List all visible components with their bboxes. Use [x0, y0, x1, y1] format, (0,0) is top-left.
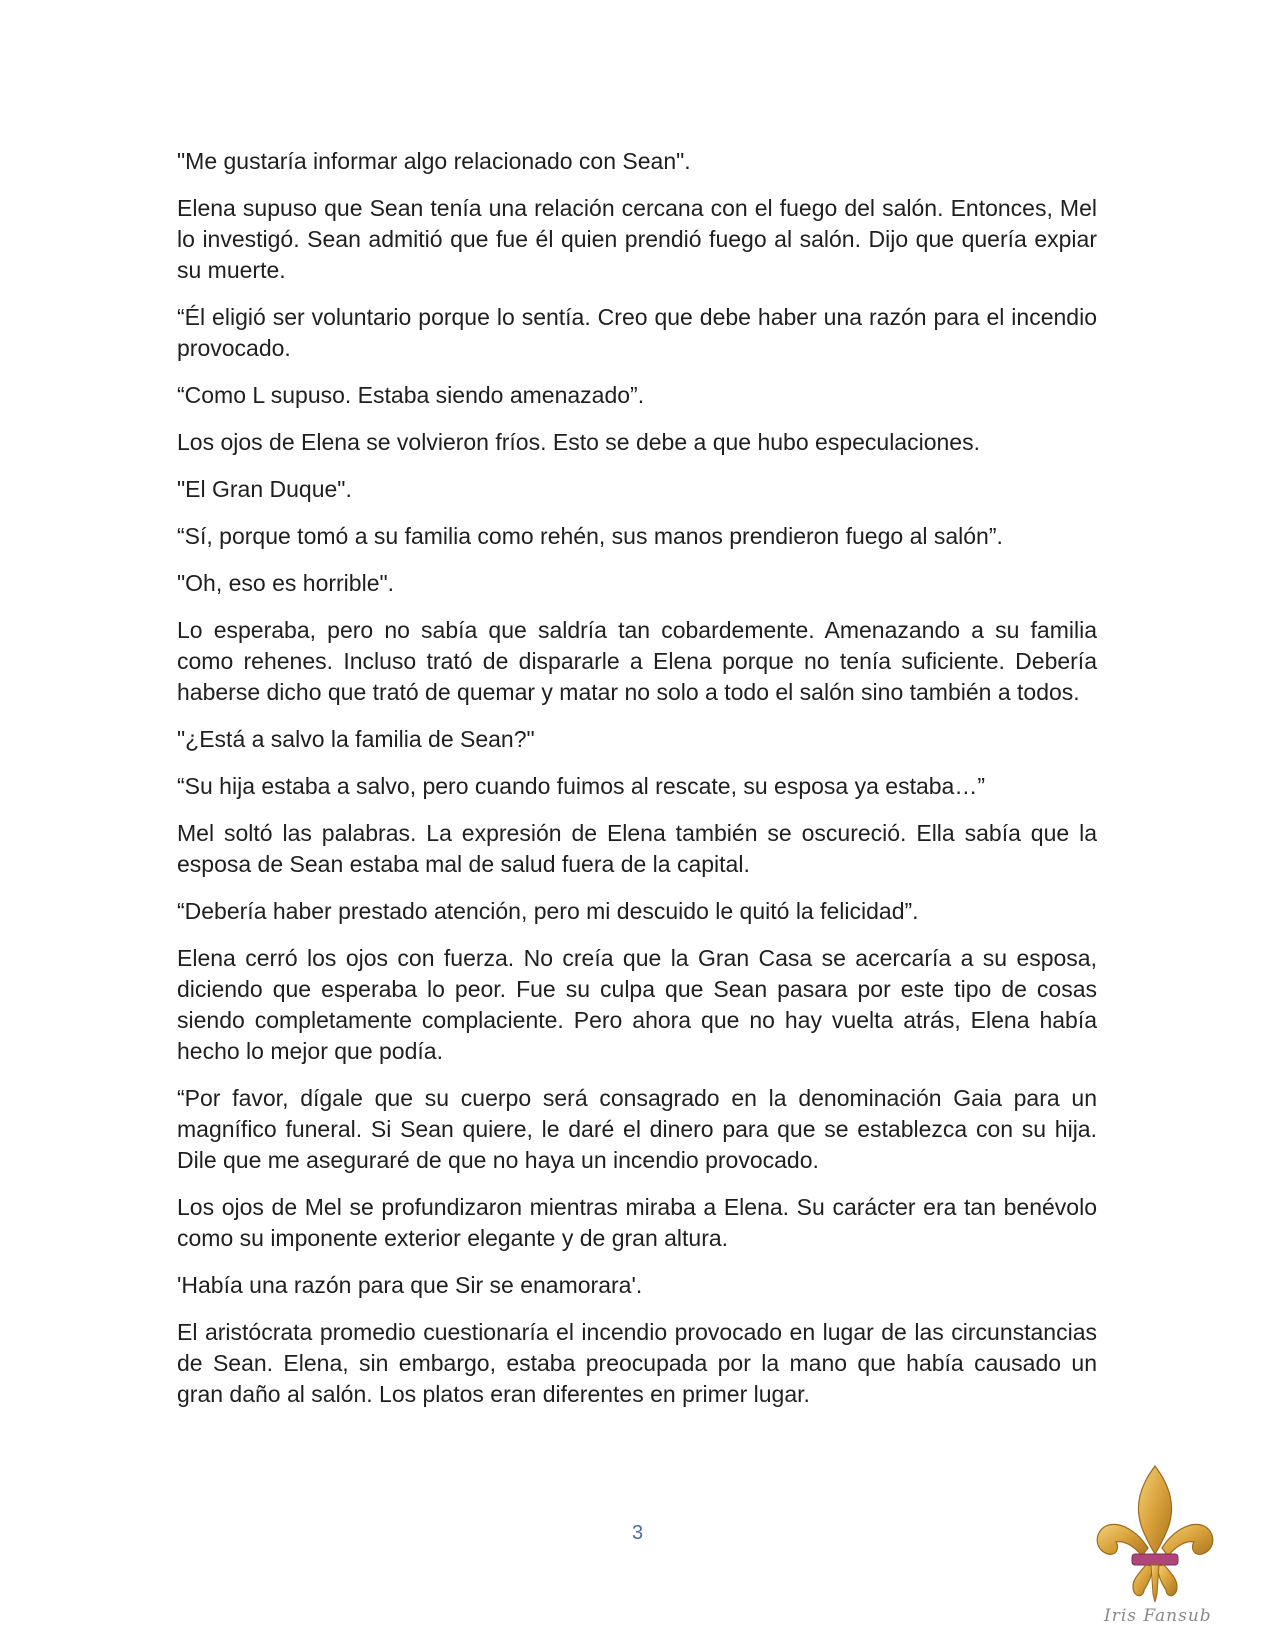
logo-signature: Iris Fansub [1104, 1606, 1212, 1626]
fleur-de-lis-icon [1090, 1462, 1220, 1612]
paragraph: “Sí, porque tomó a su familia como rehén, sus manos prendieron fuego al salón”. [177, 523, 1003, 549]
paragraph: “Él eligió ser voluntario porque lo sentía. Creo que debe haber una razón para el incendio provocado. [177, 304, 1097, 361]
paragraph: "¿Está a salvo la familia de Sean?" [177, 726, 535, 752]
paragraph: “Debería haber prestado atención, pero mi descuido le quitó la felicidad”. [177, 898, 919, 924]
paragraph: Elena supuso que Sean tenía una relación cercana con el fuego del salón. Entonces, Mel lo investigó. Sean admitió que fue él quien prendió fuego al salón. Dijo que quería expiar su muerte. [177, 195, 1097, 283]
paragraph: “Como L supuso. Estaba siendo amenazado”. [177, 382, 645, 408]
paragraph: "Oh, eso es horrible". [177, 570, 395, 596]
paragraph: Mel soltó las palabras. La expresión de Elena también se oscureció. Ella sabía que la esposa de Sean estaba mal de salud fuera de la capital. [177, 820, 1097, 877]
paragraph: Los ojos de Mel se profundizaron mientras miraba a Elena. Su carácter era tan benévolo como su imponente exterior elegante y de gran altura. [177, 1194, 1097, 1251]
paragraph: Lo esperaba, pero no sabía que saldría tan cobardemente. Amenazando a su familia como rehenes. Incluso trató de dispararle a Elena porque no tenía suficiente. Debería haberse dicho que trató de quemar y matar no solo a todo el salón sino también a todos. [177, 617, 1097, 705]
paragraph: El aristócrata promedio cuestionaría el incendio provocado en lugar de las circunstancias de Sean. Elena, sin embargo, estaba preocupada por la mano que había causado un gran daño al salón. Los platos eran diferentes en primer lugar. [177, 1319, 1097, 1407]
page-body [177, 146, 1097, 1426]
paragraph: “Por favor, dígale que su cuerpo será consagrado en la denominación Gaia para un magnífico funeral. Si Sean quiere, le daré el dinero para que se establezca con su hija. Dile que me aseguraré de que no haya un incendio provocado. [177, 1085, 1097, 1173]
paragraph: Los ojos de Elena se volvieron fríos. Esto se debe a que hubo especulaciones. [177, 429, 980, 455]
paragraph: 'Había una razón para que Sir se enamorara'. [177, 1272, 643, 1298]
page-number: 3 [631, 1522, 644, 1544]
paragraph: "Me gustaría informar algo relacionado con Sean". [177, 148, 691, 174]
paragraph: “Su hija estaba a salvo, pero cuando fuimos al rescate, su esposa ya estaba…” [177, 773, 986, 799]
paragraph: "El Gran Duque". [177, 476, 352, 502]
paragraph: Elena cerró los ojos con fuerza. No creía que la Gran Casa se acercaría a su esposa, diciendo que esperaba lo peor. Fue su culpa que Sean pasara por este tipo de cosas siendo completamente complaciente. Pero ahora que no hay vuelta atrás, Elena había hecho lo mejor que podía. [177, 945, 1097, 1064]
